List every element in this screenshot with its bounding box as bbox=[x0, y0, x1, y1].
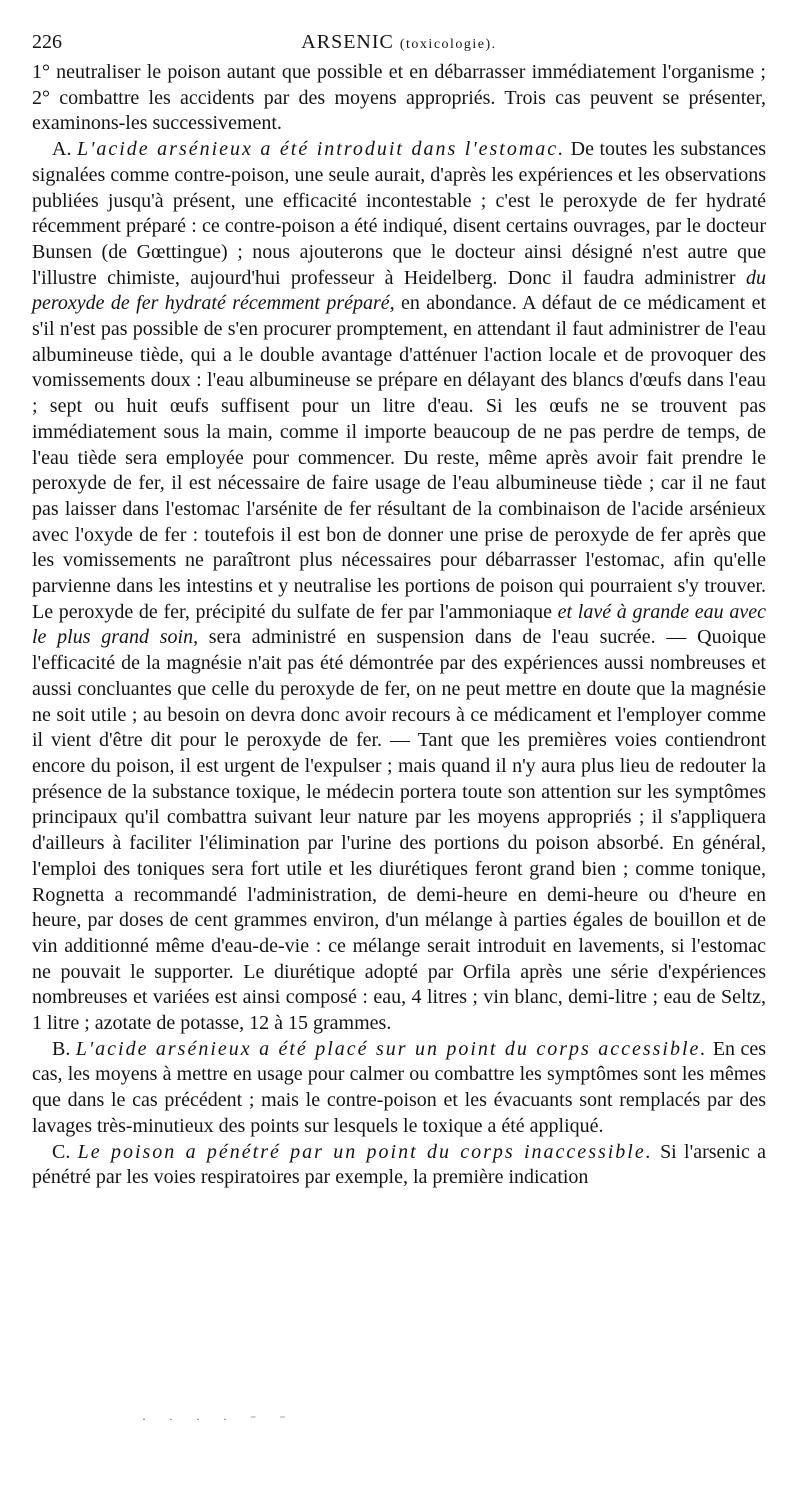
section-b-title: L'acide arsénieux a été placé sur un point du corps accessible. bbox=[75, 1037, 708, 1060]
section-c-title: Le poison a pénétré par un point du corps inaccessible. bbox=[77, 1140, 653, 1163]
running-title-main: ARSENIC bbox=[301, 31, 394, 53]
section-c-text: Si l'arsenic a pénétré par les voies respiratoires par exemple, la première indication bbox=[32, 1140, 767, 1189]
section-a-text-2: en abondance. A défaut de ce médicament et s'il n'est pas possible de s'en procurer promptement, en attendant il faut administrer de l'eau albumineuse tiède, qui a le double avantage d'atténuer l'action locale et de provoquer des vomissements doux : l'eau albumineuse se prépare en délayant des blancs d'œufs dans l'eau ; sept ou huit œufs suffisent pour un litre d'eau. Si les œufs ne se trouvent pas immédiatement sous la main, comme il importe beaucoup de ne pas perdre de temps, de l'eau tiède sera employée pour commencer. Du reste, même après avoir fait prendre le peroxyde de fer, il est nécessaire de faire usage de l'eau albumineuse tiède ; car il ne faut pas laisser dans l'estomac l'arsénite de fer résultant de la combinaison de l'acide arsénieux avec l'oxyde de fer : toutefois il est bon de donner une prise de peroxyde de fer après que les vomissements ne paraîtront plus nécessaires pour débarrasser l'estomac, afin qu'elle parvienne dans les intestins et y neutralise les portions de poison qui pourraient s'y trouver. Le peroxyde de fer, précipité du sulfate de fer par l'ammoniaque bbox=[32, 292, 767, 623]
section-b-letter: B. bbox=[52, 1037, 71, 1060]
paragraph-intro: 1° neutraliser le poison autant que possible et en débarrasser immédiatement l'organisme ; 2° combattre les accidents par des moyens appropriés. Trois cas peuvent se présenter, examinons-les successivement. bbox=[32, 61, 766, 135]
section-b-text: En ces cas, les moyens à mettre en usage pour calmer ou combattre les symptômes sont les mêmes que dans le cas précédent ; mais le contre-poison et les évacuants sont remplacés par des lavages très-minutieux des points sur lesquels le toxique a été appliqué. bbox=[32, 1037, 766, 1137]
running-title-small: (toxicologie). bbox=[399, 37, 497, 52]
book-page bbox=[32, 30, 766, 1191]
section-a-letter: A. bbox=[52, 138, 72, 161]
running-header bbox=[32, 30, 766, 56]
page-number: 226 bbox=[32, 31, 62, 53]
section-a-emphasis-2: et lavé à grande eau avec le plus grand soin, bbox=[32, 600, 766, 649]
section-c-letter: C. bbox=[52, 1140, 71, 1163]
section-a bbox=[32, 137, 766, 1037]
section-a-text-3: sera administré en suspension dans de l'eau sucrée. — Quoique l'efficacité de la magnésie n'ait pas été démontrée par des expériences aussi nombreuses et aussi concluantes que celle du peroxyde de fer, on ne peut mettre en doute que la magnésie ne soit utile ; au besoin on devra donc avoir recours à ce médicament et l'employer comme il vient d'être dit pour le peroxyde de fer. — Tant que les premières voies contiendront encore du poison, il est urgent de l'expulser ; mais quand il n'y aura plus lieu de redouter la présence de la substance toxique, le médecin portera toute son attention sur les symptômes principaux qu'il combattra suivant leur nature par les moyens appropriés ; il s'appliquera d'ailleurs à faciliter l'élimination par l'urine des portions du poison absorbé. En général, l'emploi des toniques sera fort utile et les diurétiques feront grand bien ; comme tonique, Rognetta a recommandé l'administration, de demi-heure en demi-heure ou d'heure en heure, par doses de cent grammes environ, d'un mélange à parties égales de bouillon et de vin additionné même d'eau-de-vie : ce mélange serait introduit en lavements, si l'estomac ne pouvait le supporter. Le diurétique adopté par Orfila après une série d'expériences nombreuses et variées est ainsi composé : eau, 4 litres ; vin blanc, demi-litre ; eau de Seltz, 1 litre ; azotate de potasse, 12 à 15 grammes. bbox=[32, 626, 766, 1035]
section-a-text-1: De toutes les substances signalées comme contre-poison, une seule aurait, d'après les expériences et les observations publiées jusqu'à présent, une efficacité incontestable ; c'est le peroxyde de fer hydraté récemment préparé : ce contre-poison a été indiqué, disent certains ouvrages, par le docteur Bunsen (de Gœttingue) ; nous ajouterons que le docteur ainsi désigné n'est autre que l'illustre chimiste, aujourd'hui professeur à Heidelberg. Donc il faudra administrer bbox=[32, 138, 766, 289]
section-c bbox=[32, 1140, 766, 1191]
section-b bbox=[32, 1037, 766, 1140]
section-a-title: L'acide arsénieux a été introduit dans l'estomac. bbox=[76, 138, 566, 161]
running-title bbox=[32, 30, 766, 58]
section-a-emphasis-1: du peroxyde de fer hydraté récemment préparé, bbox=[32, 266, 766, 315]
scan-specks: · · · · ⁻ ⁻ bbox=[142, 1412, 296, 1426]
